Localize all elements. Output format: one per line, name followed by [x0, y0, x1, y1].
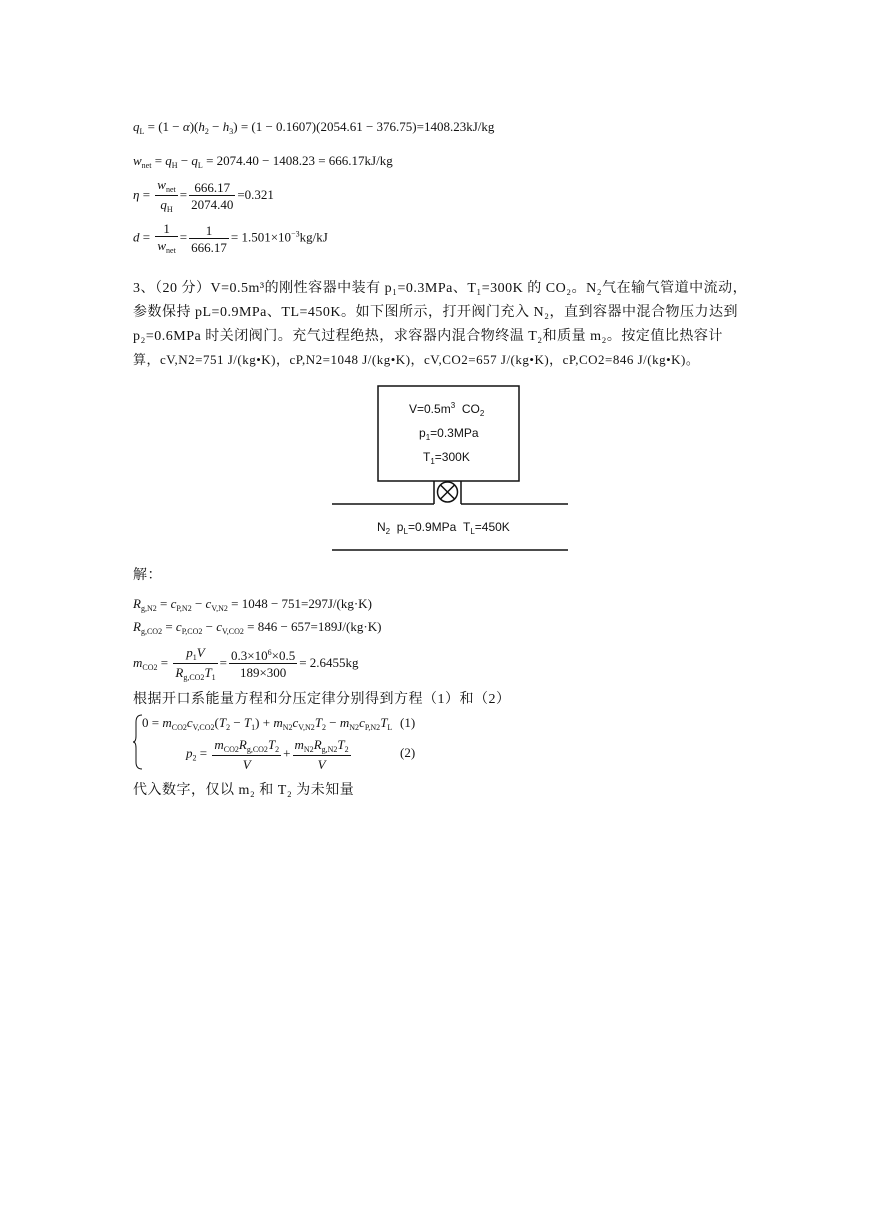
wnet-result: = 2074.40 − 1408.23 = 666.17kJ/kg	[206, 153, 393, 168]
pipe-conditions-label: $N_2$ $p_L=0.9MPa$ $T_L=450K$	[377, 520, 510, 536]
d-equation: d = $\frac{1}{w_{net}}$ = $\frac{1}{666.17}$ = $1.501\times 10^{-3}kg/kJ$	[133, 221, 328, 255]
mco2-denominator: 189×300	[239, 665, 287, 680]
solution-note-1: 根据开口系能量方程和分压定律分别得到方程（1）和（2）	[133, 692, 511, 707]
problem-line-2: 参数保持 pL=0.9MPa、TL=450K。如下图所示，打开阀门充入 N₂，直到容器中混合物压力达到	[133, 305, 738, 320]
tank-temperature-label: $T_1=300K$	[423, 450, 470, 466]
partial-pressure-equation: $p_2$ = $\frac{m_{CO2}R_{g,CO2}T_2}{V}$ + $\frac{m_{N2}R_{g,N2}T_2}{V}$	[186, 737, 349, 772]
mco2-result: = 2.6455kg	[299, 654, 359, 670]
rg-n2-equation: $R_{g,N2} = c_{P,N2} - c_{V,N2} = 1048 - 751=297J/(kg\cdot K)$	[133, 596, 372, 613]
eta-equation: η = $\frac{w_{net}}{q_H}$ = $\frac{666.17}{2074.40}$ =0.321	[133, 177, 274, 214]
eta-denominator: 2074.40	[191, 197, 234, 212]
rg-co2-result: = 846 − 657=189J/(kg·K)	[247, 619, 382, 634]
problem-line-4: 算，cV,N2=751 J/(kg•K)，cP,N2=1048 J/(kg•K)，cV,CO2=657 J/(kg•K)，cP,CO2=846 J/(kg•K)。	[133, 352, 700, 367]
mco2-equation: $m_{CO2}$ = $\frac{p_1V}{R_{g,CO2}T_1}$ = $\frac{0.3\times 10^6\times 0.5}{189\times 300}$ = 2.6455kg	[133, 645, 359, 682]
eta-result: =0.321	[237, 186, 274, 202]
problem-line-1: 3、（20 分）V=0.5m³的刚性容器中装有 p₁=0.3MPa、T₁=300K 的 CO₂。N₂气在输气管道中流动，	[133, 281, 748, 296]
ql-result: =1408.23kJ/kg	[416, 119, 495, 134]
tank-pressure-label: $p_1=0.3MPa$	[419, 426, 479, 442]
partial-pressure-equation-tag: (2)	[400, 745, 416, 760]
eta-numerator: 666.17	[189, 181, 235, 196]
d-denominator: 666.17	[191, 239, 227, 255]
rg-n2-result: = 1048 − 751=297J/(kg·K)	[231, 596, 372, 611]
solution-note-2: 代入数字，仅以 m₂ 和 T₂ 为未知量	[133, 783, 355, 798]
ql-equation: $q_L = (1 - \alpha)(h_2 - h_3) = (1 - 0.1607)(2054.61 - 376.75)=1408.23kJ/kg$	[133, 119, 495, 136]
energy-equation: $0 = m_{CO2}c_{V,CO2}(T_2 - T_1) + m_{N2}c_{V,N2}T_2 - m_{N2}c_{P,N2}T_L$	[142, 715, 393, 732]
tank-valve-figure	[330, 384, 570, 554]
rg-co2-equation: $R_{g,CO2} = c_{P,CO2} - c_{V,CO2} = 846 - 657=189J/(kg\cdot K)$	[133, 619, 382, 636]
d-exponent: −3	[291, 229, 300, 239]
d-unit: kg/kJ	[299, 229, 328, 245]
energy-equation-tag: (1)	[400, 715, 416, 730]
tank-volume-label: $V=0.5m^3$ $CO_2$	[409, 401, 485, 418]
d-result: = 1.501×10	[230, 229, 292, 245]
wnet-equation: $w_{net} = q_H - q_L = 2074.40 - 1408.23 = 666.17kJ/kg$	[133, 153, 393, 170]
solution-heading: 解：	[133, 568, 162, 583]
problem-line-3: p₂=0.6MPa 时关闭阀门。充气过程绝热，求容器内混合物终温 T₂和质量 m₂。按定值比热容计	[133, 329, 723, 344]
